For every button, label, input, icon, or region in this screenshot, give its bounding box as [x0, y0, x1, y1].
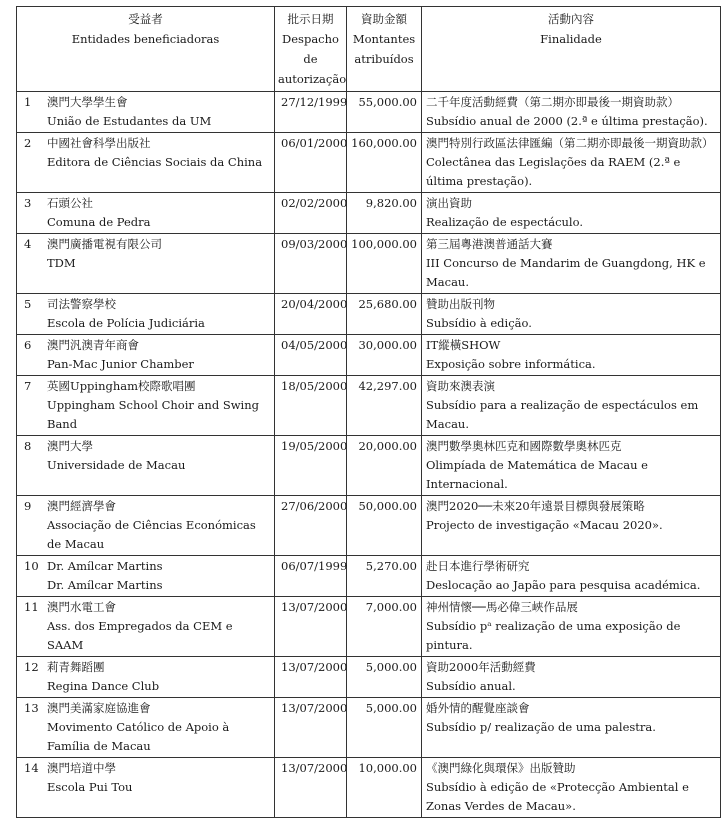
header-purpose — [422, 7, 721, 92]
amount: 5,000.00 — [347, 698, 422, 758]
purpose-zh: 婚外情的醒覺座談會 — [426, 701, 530, 715]
amount: 9,820.00 — [347, 193, 422, 234]
table-row — [17, 193, 721, 234]
purpose-cell — [422, 436, 721, 496]
purpose-cell — [422, 234, 721, 294]
table-row — [17, 133, 721, 193]
entity-cell — [17, 698, 275, 758]
row-number: 10 — [24, 559, 39, 573]
entity-name-pt: Editora de Ciências Sociais da China — [47, 155, 263, 169]
entity-cell — [17, 133, 275, 193]
header-date — [275, 7, 347, 92]
purpose-pt: Subsídio p/ realização de uma palestra. — [426, 720, 656, 734]
purpose-zh: 二千年度活動經費（第二期亦即最後一期資助款） — [426, 95, 679, 109]
table-row — [17, 698, 721, 758]
authorization-date: 27/12/1999 — [275, 92, 347, 133]
row-number: 13 — [24, 701, 39, 715]
authorization-date: 02/02/2000 — [275, 193, 347, 234]
purpose-cell — [422, 597, 721, 657]
row-number: 3 — [24, 196, 32, 210]
header-amount-pt: Montantes atribuídos — [352, 32, 416, 66]
purpose-cell — [422, 193, 721, 234]
entity-name-zh: 澳門經濟學會 — [47, 499, 116, 513]
amount: 5,000.00 — [347, 657, 422, 698]
entity-cell — [17, 556, 275, 597]
authorization-date: 19/05/2000 — [275, 436, 347, 496]
entity-name-pt: Universidade de Macau — [47, 458, 186, 472]
entity-name-zh: 中國社會科學出版社 — [47, 136, 151, 150]
entity-name-zh: 澳門汎澳青年商會 — [47, 338, 139, 352]
document-page — [16, 6, 720, 813]
amount: 10,000.00 — [347, 758, 422, 818]
row-number: 5 — [24, 297, 32, 311]
row-number: 14 — [24, 761, 39, 775]
table-row — [17, 335, 721, 376]
purpose-pt: Subsídio à edição. — [426, 316, 532, 330]
entity-name-pt: Movimento Católico de Apoio à Família de Macau — [47, 720, 230, 753]
header-date-pt: Despacho de autorização — [278, 32, 347, 86]
entity-name-zh: 澳門水電工會 — [47, 600, 116, 614]
header-purpose-zh: 活動內容 — [548, 12, 594, 26]
purpose-zh: 資助2000年活動經費 — [426, 660, 536, 674]
authorization-date: 06/01/2000 — [275, 133, 347, 193]
purpose-cell — [422, 92, 721, 133]
row-number: 11 — [24, 600, 39, 614]
purpose-zh: 神州情懷──馬必偉三峽作品展 — [426, 600, 578, 614]
table-row — [17, 436, 721, 496]
entity-name-zh: 石頭公社 — [47, 196, 93, 210]
entity-name-pt: Uppingham School Choir and Swing Band — [47, 398, 259, 431]
entity-name-pt: Comuna de Pedra — [47, 215, 151, 229]
table-row — [17, 597, 721, 657]
entity-name-pt: Escola de Polícia Judiciária — [47, 316, 205, 330]
purpose-zh: 演出資助 — [426, 196, 472, 210]
entity-name-pt: União de Estudantes da UM — [47, 114, 212, 128]
authorization-date: 09/03/2000 — [275, 234, 347, 294]
amount: 160,000.00 — [347, 133, 422, 193]
purpose-pt: Subsídio pᵃ realização de uma exposição de pintura. — [426, 619, 681, 652]
amount: 50,000.00 — [347, 496, 422, 556]
purpose-zh: 澳門特別行政區法律匯編（第二期亦即最後一期資助款） — [426, 136, 714, 150]
entity-cell — [17, 496, 275, 556]
amount: 100,000.00 — [347, 234, 422, 294]
entity-name-zh: 英國Uppingham校際歌唱團 — [47, 379, 196, 393]
amount: 5,270.00 — [347, 556, 422, 597]
row-number: 12 — [24, 660, 39, 674]
table-row — [17, 92, 721, 133]
entity-name-zh: 澳門廣播電視有限公司 — [47, 237, 162, 251]
amount: 25,680.00 — [347, 294, 422, 335]
purpose-zh: 澳門數學奧林匹克和國際數學奧林匹克 — [426, 439, 622, 453]
table-row — [17, 556, 721, 597]
row-number: 2 — [24, 136, 32, 150]
amount: 42,297.00 — [347, 376, 422, 436]
entity-name-zh: 澳門美滿家庭協進會 — [47, 701, 151, 715]
purpose-cell — [422, 496, 721, 556]
authorization-date: 13/07/2000 — [275, 758, 347, 818]
amount: 30,000.00 — [347, 335, 422, 376]
purpose-pt: Projecto de investigação «Macau 2020». — [426, 518, 663, 532]
table-row — [17, 657, 721, 698]
entity-name-zh: 司法警察學校 — [47, 297, 116, 311]
entity-name-zh: 澳門培道中學 — [47, 761, 116, 775]
row-number: 6 — [24, 338, 32, 352]
authorization-date: 04/05/2000 — [275, 335, 347, 376]
authorization-date: 13/07/2000 — [275, 698, 347, 758]
entity-cell — [17, 294, 275, 335]
subsidies-table — [16, 6, 721, 818]
amount: 7,000.00 — [347, 597, 422, 657]
entity-name-pt: Associação de Ciências Económicas de Macau — [47, 518, 256, 551]
entity-name-pt: Regina Dance Club — [47, 679, 160, 693]
entity-name-pt: Ass. dos Empregados da CEM e SAAM — [47, 619, 233, 652]
entity-cell — [17, 657, 275, 698]
amount: 55,000.00 — [347, 92, 422, 133]
authorization-date: 20/04/2000 — [275, 294, 347, 335]
purpose-cell — [422, 294, 721, 335]
entity-cell — [17, 597, 275, 657]
purpose-zh: IT縱橫SHOW — [426, 338, 501, 352]
table-row — [17, 376, 721, 436]
purpose-pt: Colectânea das Legislações da RAEM (2.ª e última prestação). — [426, 155, 681, 188]
table-header-row — [17, 7, 721, 92]
entity-cell — [17, 376, 275, 436]
purpose-zh: 赴日本進行學術研究 — [426, 559, 530, 573]
purpose-cell — [422, 758, 721, 818]
purpose-pt: III Concurso de Mandarim de Guangdong, HK e Macau. — [426, 256, 706, 289]
table-row — [17, 758, 721, 818]
purpose-cell — [422, 657, 721, 698]
entity-cell — [17, 436, 275, 496]
purpose-pt: Subsídio anual de 2000 (2.ª e última prestação). — [426, 114, 708, 128]
entity-cell — [17, 92, 275, 133]
entity-name-zh: 澳門大學學生會 — [47, 95, 128, 109]
purpose-zh: 第三屆粵港澳普通話大賽 — [426, 237, 553, 251]
purpose-cell — [422, 335, 721, 376]
entity-cell — [17, 193, 275, 234]
purpose-cell — [422, 556, 721, 597]
purpose-pt: Realização de espectáculo. — [426, 215, 583, 229]
entity-cell — [17, 335, 275, 376]
entity-cell — [17, 758, 275, 818]
header-date-zh: 批示日期 — [287, 12, 334, 26]
authorization-date: 27/06/2000 — [275, 496, 347, 556]
purpose-cell — [422, 376, 721, 436]
header-entity — [17, 7, 275, 92]
row-number: 7 — [24, 379, 32, 393]
purpose-pt: Olimpíada de Matemática de Macau e Internacional. — [426, 458, 648, 491]
authorization-date: 06/07/1999 — [275, 556, 347, 597]
authorization-date: 13/07/2000 — [275, 597, 347, 657]
purpose-zh: 澳門2020──未來20年遠景目標與發展策略 — [426, 499, 645, 513]
entity-name-pt: Dr. Amílcar Martins — [47, 578, 163, 592]
purpose-pt: Subsídio anual. — [426, 679, 516, 693]
authorization-date: 13/07/2000 — [275, 657, 347, 698]
purpose-pt: Deslocação ao Japão para pesquisa académica. — [426, 578, 701, 592]
table-row — [17, 294, 721, 335]
header-purpose-pt: Finalidade — [540, 32, 602, 46]
entity-name-zh: Dr. Amílcar Martins — [47, 559, 163, 573]
row-number: 1 — [24, 95, 32, 109]
table-row — [17, 234, 721, 294]
purpose-pt: Subsídio à edição de «Protecção Ambiental e Zonas Verdes de Macau». — [426, 780, 689, 813]
row-number: 4 — [24, 237, 32, 251]
table-row — [17, 496, 721, 556]
purpose-zh: 《澳門綠化與環保》出版贊助 — [426, 761, 576, 775]
entity-name-zh: 澳門大學 — [47, 439, 93, 453]
purpose-cell — [422, 133, 721, 193]
entity-name-pt: Escola Pui Tou — [47, 780, 133, 794]
amount: 20,000.00 — [347, 436, 422, 496]
purpose-zh: 贊助出版刊物 — [426, 297, 495, 311]
authorization-date: 18/05/2000 — [275, 376, 347, 436]
entity-name-zh: 莉青舞蹈團 — [47, 660, 105, 674]
row-number: 9 — [24, 499, 32, 513]
header-amount-zh: 資助金額 — [361, 12, 407, 26]
purpose-pt: Subsídio para a realização de espectáculos em Macau. — [426, 398, 699, 431]
entity-name-pt: Pan-Mac Junior Chamber — [47, 357, 194, 371]
row-number: 8 — [24, 439, 32, 453]
header-entity-pt: Entidades beneficiadoras — [71, 32, 220, 46]
purpose-cell — [422, 698, 721, 758]
entity-cell — [17, 234, 275, 294]
entity-name-pt: TDM — [47, 256, 76, 270]
purpose-zh: 資助來澳表演 — [426, 379, 495, 393]
purpose-pt: Exposição sobre informática. — [426, 357, 596, 371]
header-entity-zh: 受益者 — [128, 12, 163, 26]
header-amount — [347, 7, 422, 92]
